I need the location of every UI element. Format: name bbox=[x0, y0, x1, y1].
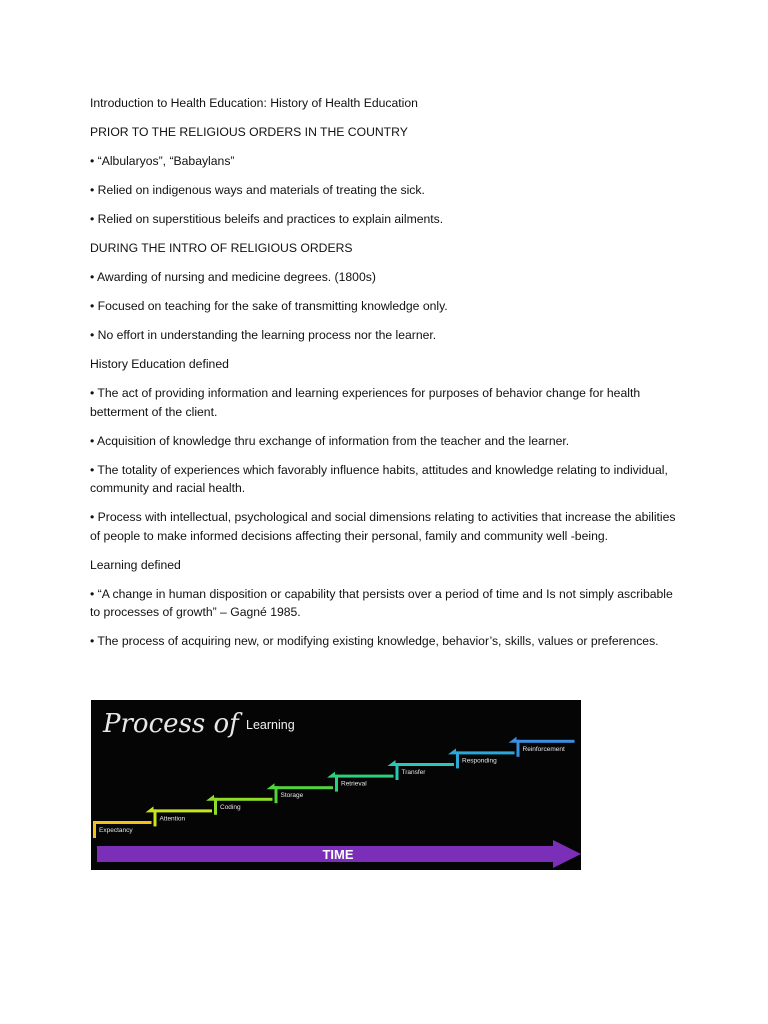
bullet-item: • Acquisition of knowledge thru exchange of information from the teacher and the learner. bbox=[90, 433, 570, 448]
bullet-item: • The process of acquiring new, or modifying existing knowledge, behavior’s, skills, values or preferences. bbox=[90, 634, 659, 648]
section-heading: Learning defined bbox=[90, 557, 181, 572]
diagram-canvas bbox=[91, 700, 581, 870]
step-riser bbox=[154, 809, 157, 826]
step-notch bbox=[448, 748, 456, 754]
bullet-item: • Process with intellectual, psychological and social dimensions relating to activities that increase the abilities of people to make informed decisions affecting their personal, family and community well -being. bbox=[90, 510, 676, 543]
step-riser bbox=[396, 763, 399, 780]
step-notch bbox=[146, 806, 154, 812]
step-label: Storage bbox=[280, 792, 304, 800]
section-heading: History Education defined bbox=[90, 357, 229, 371]
step-tread bbox=[517, 740, 575, 743]
step-riser bbox=[214, 798, 217, 815]
step-riser bbox=[275, 786, 278, 803]
time-arrow-head bbox=[553, 840, 581, 868]
step-tread bbox=[275, 786, 334, 789]
step-tread bbox=[396, 763, 455, 766]
section-heading: PRIOR TO THE RELIGIOUS ORDERS IN THE COUNTRY bbox=[90, 125, 408, 139]
bullet-item: • Focused on teaching for the sake of transmitting knowledge only. bbox=[90, 299, 448, 313]
step-riser bbox=[93, 821, 96, 838]
bullet-item: • Relied on indigenous ways and materials of treating the sick. bbox=[90, 183, 425, 197]
step-label: Coding bbox=[220, 803, 241, 811]
bullet-item: • Awarding of nursing and medicine degrees. (1800s) bbox=[90, 270, 376, 284]
step-label: Transfer bbox=[401, 769, 426, 776]
process-of-learning-diagram bbox=[91, 700, 581, 870]
time-arrow-label: TIME bbox=[322, 847, 354, 862]
step-notch bbox=[509, 737, 517, 743]
diagram-title-script: Process of bbox=[103, 709, 239, 739]
step-tread bbox=[93, 821, 152, 824]
step-notch bbox=[206, 795, 214, 801]
step-riser bbox=[517, 740, 520, 757]
step-tread bbox=[214, 798, 273, 801]
step-label: Attention bbox=[159, 815, 186, 823]
step-label: Retrieval bbox=[341, 780, 367, 788]
document-title: Introduction to Health Education: History of Health Education bbox=[90, 96, 418, 110]
diagram-title-word: Learning bbox=[246, 718, 295, 732]
step-notch bbox=[388, 760, 396, 766]
bullet-item: • Relied on superstitious beleifs and practices to explain ailments. bbox=[90, 212, 444, 226]
bullet-item: • “Albularyos”, “Babaylans” bbox=[90, 154, 235, 168]
bullet-item: • The totality of experiences which favorably influence habits, attitudes and knowledge relating to individual, community and racial health. bbox=[90, 462, 668, 495]
step-riser bbox=[335, 775, 338, 792]
step-tread bbox=[154, 809, 213, 812]
section-heading: DURING THE INTRO OF RELIGIOUS ORDERS bbox=[90, 241, 353, 255]
step-label: Reinforcement bbox=[522, 745, 565, 753]
time-arrow bbox=[97, 840, 581, 868]
steps-group bbox=[93, 737, 575, 838]
step-tread bbox=[456, 751, 515, 754]
document-body bbox=[90, 94, 680, 661]
step-riser bbox=[456, 751, 459, 768]
bullet-item: • “A change in human disposition or capability that persists over a period of time and Is not simply ascribable to processes of growth” – Gagné 1985. bbox=[90, 586, 673, 619]
step-tread bbox=[335, 775, 394, 778]
step-label: Responding bbox=[462, 757, 497, 765]
bullet-item: • The act of providing information and learning experiences for purposes of behavior change for health betterment of the client. bbox=[90, 386, 641, 419]
bullet-item: • No effort in understanding the learning process nor the learner. bbox=[90, 328, 437, 342]
step-notch bbox=[327, 772, 335, 778]
step-label: Expectancy bbox=[99, 827, 133, 834]
step-notch bbox=[267, 783, 275, 789]
